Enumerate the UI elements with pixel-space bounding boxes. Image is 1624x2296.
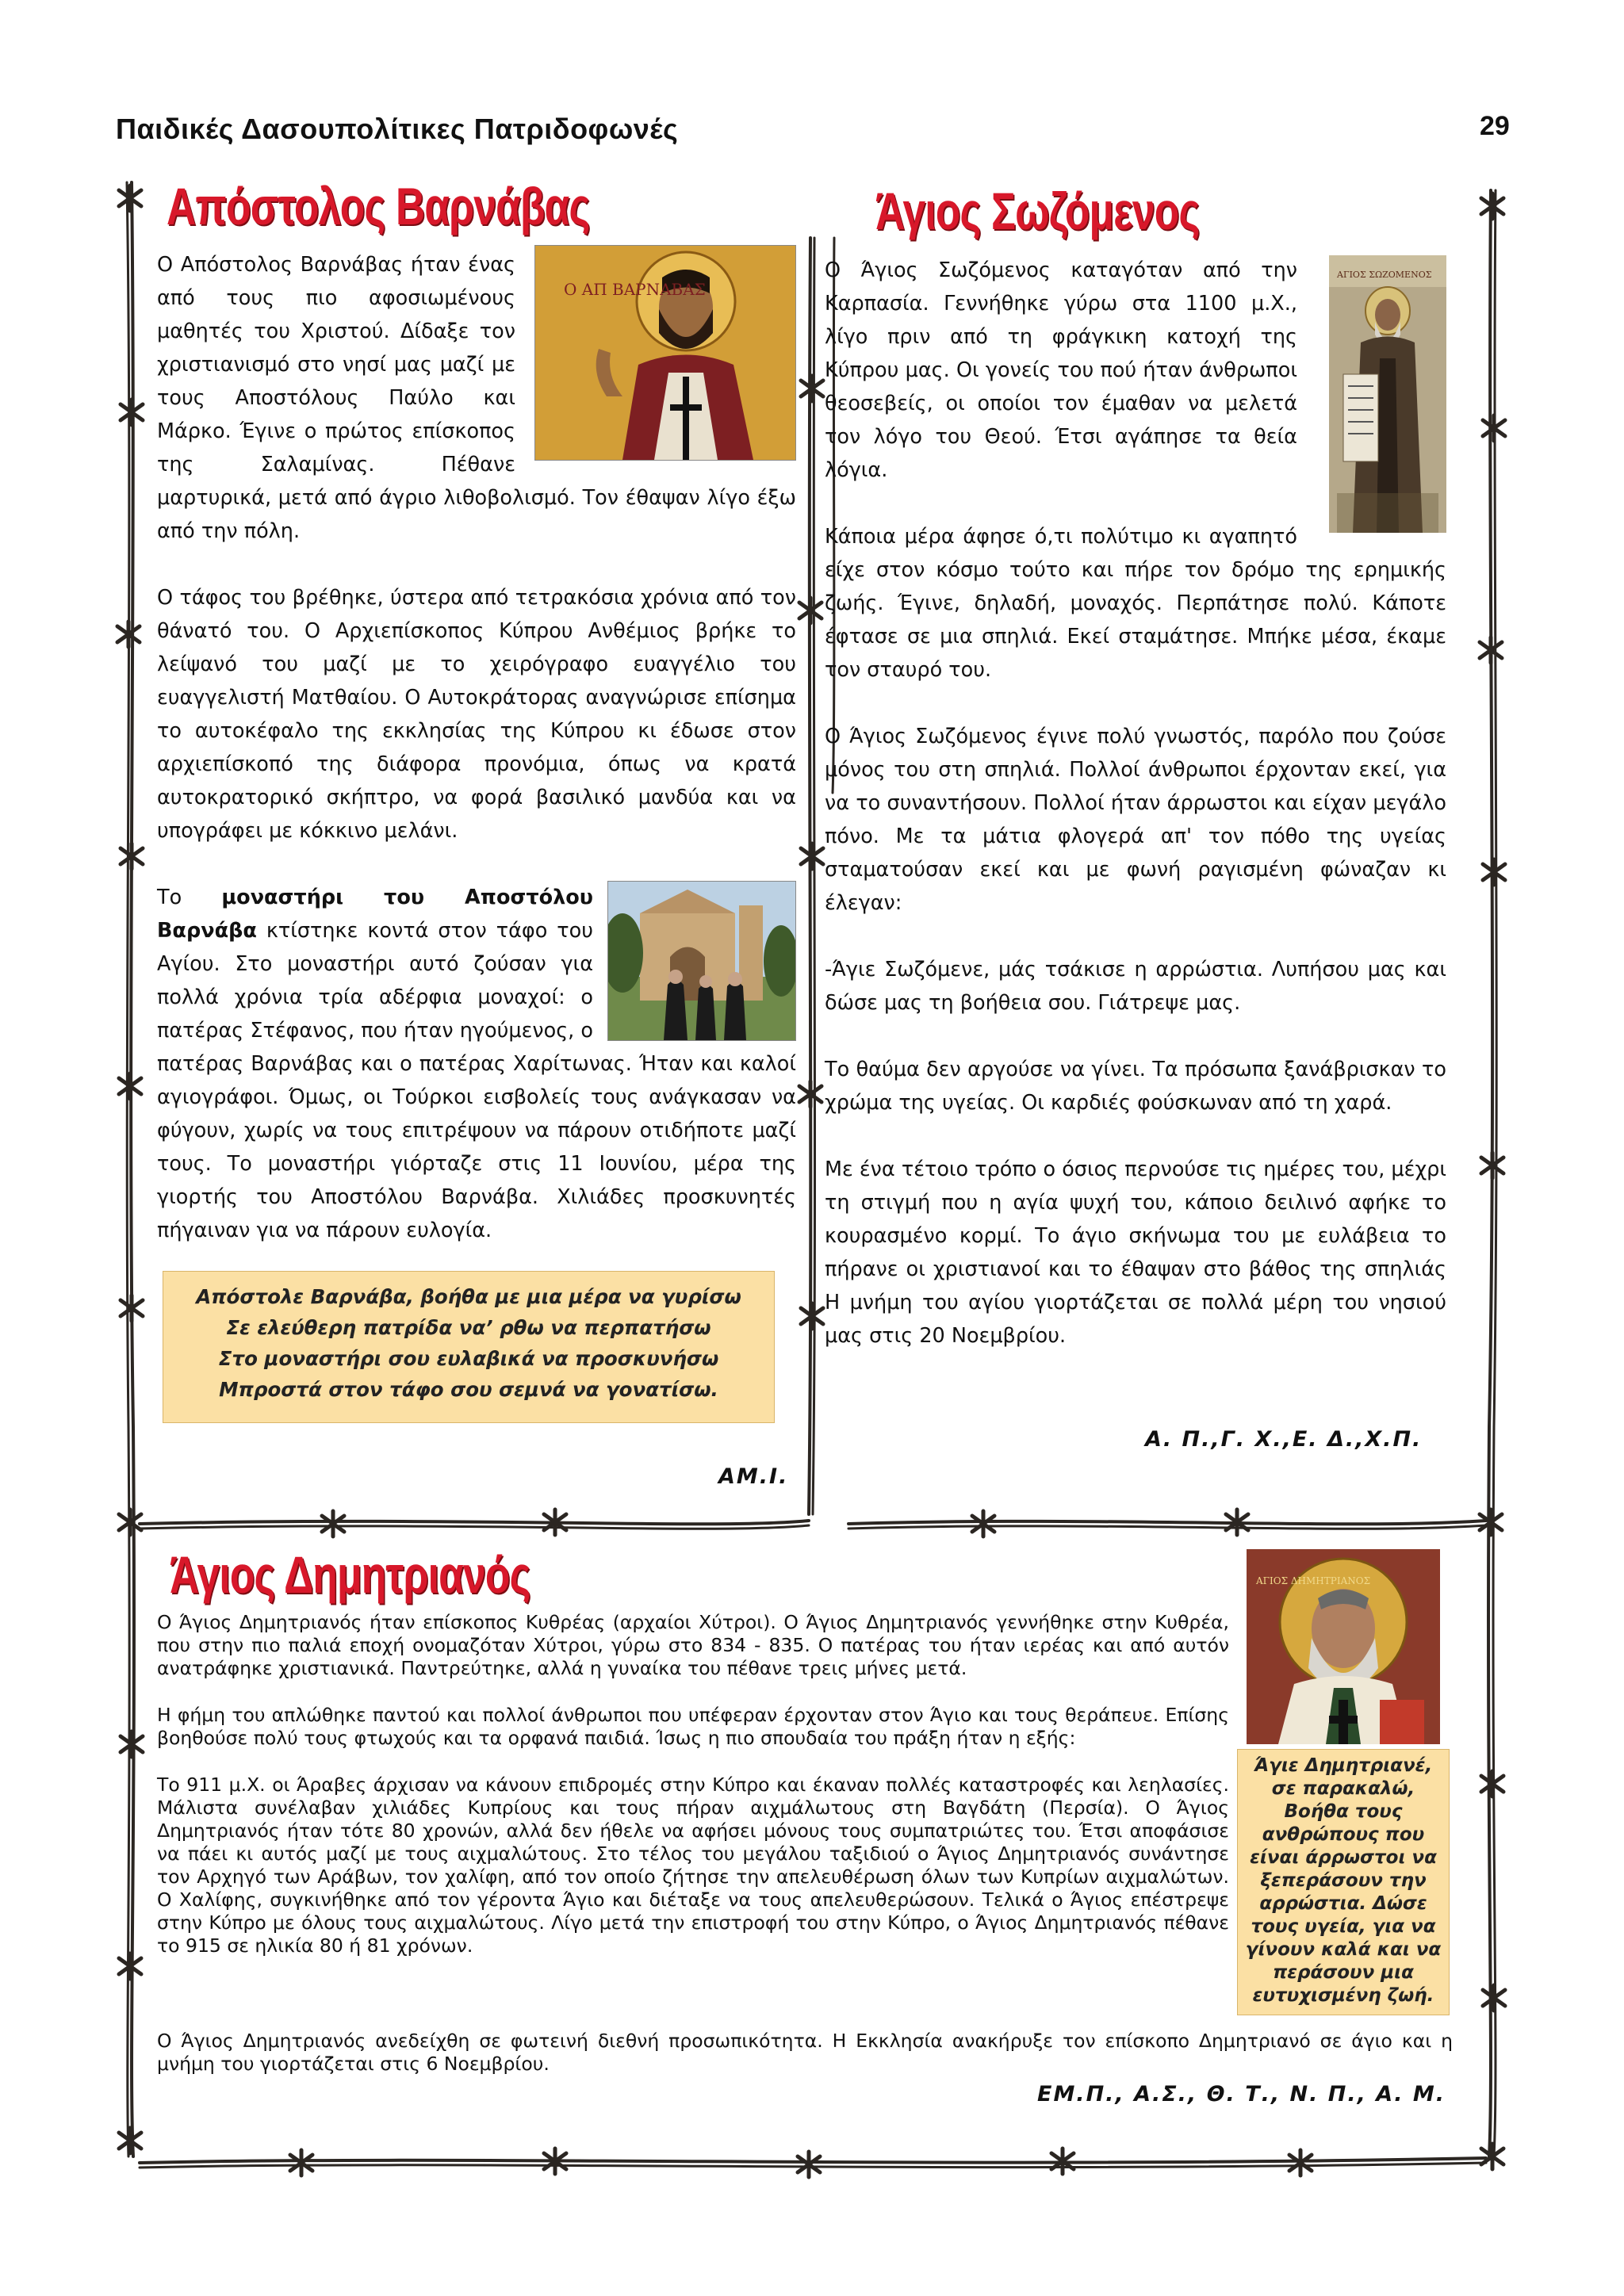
apostle-icon [535,246,795,460]
bishop-icon [1247,1549,1440,1744]
svg-text:ΑΓΙΟΣ ΔΗΜΗΤΡΙΑΝΟΣ: ΑΓΙΟΣ ΔΗΜΗΤΡΙΑΝΟΣ [1256,1575,1371,1586]
sozomenos-paragraph-6: Με ένα τέτοιο τρόπο ο όσιος περνούσε τις ημέρες του, μέχρι τη στιγμή που η αγία ψυχή του, κάποιο δειλινό αφήκε το κουρασμένο κορμί. Το άγιο σκήνωμα του με ευλάβεια το πήρανε οι χριστιανοί και το έθαψαν στο βάθος της σπηλιάς Η μνήμη του αγίου γιορτάζεται σε πολλά μέρη του νησιού μας στις 20 Νοεμβρίου. [825,1158,1446,1348]
sozomenos-paragraph-3: Ο Άγιος Σωζόμενος έγινε πολύ γνωστός, παρόλο που ζούσε μόνος του στη σπηλιά. Πολλοί άνθρωποι έρχονταν εκεί, για να το συναντήσουν. Πολλοί ήταν άρρωστοι και είχαν μεγάλο πόνο. Με τα μάτια φλογερά απ' τον πόθο της υγείας σταματούσαν εκεί και με φωνή ραγισμένη φώναζαν κι έλεγαν: [825,725,1446,915]
monastery-image [608,882,795,1040]
prayer-line-3: Στο μοναστήρι σου ευλαβικά να προσκυνήσω [218,1347,719,1370]
dimitrianos-paragraph-3: Το 911 μ.Χ. οι Άραβες άρχισαν να κάνουν επιδρομές στην Κύπρο και έκαναν πολλές καταστροφές και λεηλασίες. Μάλιστα συνέλαβαν χιλιάδες Κυπρίους και τους πήραν αιχμάλωτους στη Βαγδάτη (Περσία). Ο Άγιος Δημητριανός ήταν τότε 80 χρονών, αλλά δεν ήθελε να αφήσει μόνους τους συμπατριώτες του. Έτσι αποφάσισε να πάει κι αυτός μαζί με τους αιχμαλώτους. Στο τέλος του μεγάλου ταξιδιού ο Άγιος Δημητριανός συνάντησε τον Αρχηγό των Αράβων, τον χαλίφη, από τον οποίο ζήτησε την απελευθέρωση όλων των Κυπρίων αιχμαλώτων. Ο Χαλίφης, συγκινήθηκε από τον γέροντα Άγιο και διέταξε να τους απελευθερώσουν. Τελικά ο Άγιος επέστρεψε στην Κύπρο με όλους τους αιχμαλώτους. Λίγο μετά την επιστροφή του στην Κύπρο, ο Άγιος Δημητριανός πέθανε το 915 σε ηλικία 80 ή 81 χρόνων. [157,1774,1229,1957]
barnabas-paragraph-2: Ο τάφος του βρέθηκε, ύστερα από τετρακόσια χρόνια από τον θάνατό του. Ο Αρχιεπίσκοπος Κύπρου Ανθέμιος βρήκε το λείψανό του μαζί με το χειρόγραφο ευαγγέλιο του ευαγγελιστή Ματθαίου. Ο Αυτοκράτορας αναγνώρισε επίσημα το αυτοκέφαλο της εκκλησίας της Κύπρου κι έδωσε στον αρχιεπίσκοπό της διάφορα προνόμια, όπως να κρατά αυτοκρατορικό σκήπτρο, να φορά βασιλικό μανδύα και να υπογράφει με κόκκινο μελάνι. [157,586,796,843]
barnabas-title: Απόστολος Βαρνάβας [167,177,590,235]
dimitrianos-paragraph-2: Η φήμη του απλώθηκε παντού και πολλοί άνθρωποι που υπέφεραν έρχονταν στον Άγιο και τους θεράπευε. Επίσης βοηθούσε πολύ τους φτωχούς και τα ορφανά παιδιά. Ίσως η πιο σπουδαία του πράξη ήταν η εξής: [157,1704,1229,1749]
monastery-photo [607,881,796,1041]
dimitrianos-paragraph-4: Ο Άγιος Δημητριανός ανεδείχθη σε φωτεινή διεθνή προσωπικότητα. Η Εκκλησία ανακήρυξε τον επίσκοπο Δημητριανό σε άγιο και η μνήμη του γιορτάζεται στις 6 Νοεμβρίου. [157,2030,1453,2075]
prayer-line-2: Σε ελεύθερη πατρίδα να’ ρθω να περπατήσω [226,1316,711,1339]
monastery-name: μοναστήρι του Αποστόλου Βαρνάβα [157,886,593,943]
dimitrianos-prayer-box: Άγιε Δημητριανέ, σε παρακαλώ, Βοήθα τους ανθρώπους που είναι άρρωστοι να ξεπεράσουν την αρρώστια. Δώσε τους υγεία, για να γίνουν καλά και να περάσουν μια ευτυχισμένη ζωή. [1237,1749,1450,2015]
barnabas-column [157,248,796,1247]
sozomenos-paragraph-2: Κάποια μέρα άφησε ό,τι πολύτιμο κι αγαπητό είχε στον κόσμο τούτο και πήρε τον δρόμο της ερημικής ζωής. Έγινε, δηλαδή, μοναχός. Περπάτησε πολύ. Κάποτε έφτασε σε μια σπηλιά. Εκεί σταμάτησε. Μπήκε μέσα, έκαμε τον σταυρό του. [825,525,1446,682]
sozomenos-paragraph-1: Ο Άγιος Σωζόμενος καταγόταν από την Καρπασία. Γεννήθηκε γύρω στα 1100 μ.Χ., λίγο πριν από τη φράγκικη κατοχή της Κύπρου μας. Οι γονείς του πού ήταν άνθρωποι θεοσεβείς, οι οποίοι τον έμαθαν να μελετά τον λόγο του Θεού. Έτσι αγάπησε τα θεία λόγια. [825,258,1297,482]
barnabas-p3-rest: κτίστηκε κοντά στον τάφο του Αγίου. Στο μοναστήρι αυτό ζούσαν για πολλά χρόνια τρία αδέρφια μοναχοί: ο πατέρας Στέφανος, που ήταν ηγούμενος, ο πατέρας Βαρνάβας και ο πατέρας Χαρίτωνας. Ήταν και καλοί αγιογράφοι. Όμως, οι Τούρκοι εισβολείς τους ανάγκασαν να φύγουν, χωρίς να τους επιτρέψουν να πάρουν οτιδήποτε μαζί τους. Το μοναστήρι γιόρταζε στις 11 Ιουνίου, μέρα της γιορτής του Αποστόλου Βαρνάβα. Χιλιάδες προσκυνητές πήγαιναν για να πάρουν ευλογία. [157,919,796,1242]
sozomenos-signature: Α. Π.,Γ. Χ.,Ε. Δ.,Χ.Π. [1145,1427,1423,1452]
dimitrianos-paragraph-1: Ο Άγιος Δημητριανός ήταν επίσκοπος Κυθρέας (αρχαίοι Χύτροι). Ο Άγιος Δημητριανός γεννήθηκε στην Κυθρέα, που στην πιο παλιά εποχή ονομαζόταν Χύτροι, γύρω στο 834 - 835. Ο πατέρας του ήταν ιερέας και από αυτόν ανατράφηκε χριστιανικά. Παντρεύτηκε, αλλά η γυναίκα του πέθανε τρεις μήνες μετά. [157,1611,1229,1679]
barnabas-prayer-box [163,1271,775,1423]
svg-text:ΑΓΙΟΣ ΣΩΖΟΜΕΝΟΣ: ΑΓΙΟΣ ΣΩΖΟΜΕΝΟΣ [1337,270,1432,280]
sozomenos-paragraph-4: -Άγιε Σωζόμενε, μάς τσάκισε η αρρώστια. Λυπήσου μας και δώσε μας τη βοήθεια σου. Γιάτρεψε μας. [825,958,1446,1015]
sozomenos-column [825,254,1446,1353]
saint-icon [1329,255,1446,533]
page-header-title: Παιδικές Δασουπολίτικες Πατριδοφωνές [116,113,679,145]
sozomenos-icon-image [1329,255,1446,533]
dimitrianos-signature: ΕΜ.Π., Α.Σ., Θ. Τ., Ν. Π., Α. Μ. [1037,2082,1446,2107]
dimitrianos-text-bottom [157,2030,1453,2076]
prayer-line-1: Απόστολε Βαρνάβα, βοήθα με μια μέρα να γυρίσω [196,1285,741,1308]
sozomenos-paragraph-5: Το θαύμα δεν αργούσε να γίνει. Τα πρόσωπα ξανάβρισκαν το χρώμα της υγείας. Οι καρδιές φούσκωναν από τη χαρά. [825,1058,1446,1115]
barnabas-icon-image [534,245,796,461]
barnabas-p3-prefix: Το [157,886,222,909]
dimitrianos-text-top [157,1611,1229,1957]
sozomenos-title: Άγιος Σωζόμενος [875,182,1200,240]
barnabas-paragraph-1: Ο Απόστολος Βαρνάβας ήταν ένας από τους πιο αφοσιωμένους μαθητές του Χριστού. Δίδαξε τον χριστιανισμό στο νησί μας μαζί με τους Αποστόλους Παύλο και Μάρκο. Έγινε ο πρώτος επίσκοπος της Σαλαμίνας. Πέθανε μαρτυρικά, μετά από άγριο λιθοβολισμό. Τον έθαψαν λίγο έξω από την πόλη. [157,253,796,543]
prayer-line-4: Μπροστά στον τάφο σου σεμνά να γονατίσω. [219,1378,718,1401]
dimitrianos-icon-image [1247,1549,1440,1744]
barnabas-signature: ΑΜ.Ι. [718,1464,789,1489]
dimitrianos-title: Άγιος Δημητριανός [170,1545,530,1604]
svg-text:Ο ΑΠ ΒΑΡΝΑΒΑΣ: Ο ΑΠ ΒΑΡΝΑΒΑΣ [564,280,706,299]
page-number: 29 [1480,111,1510,141]
